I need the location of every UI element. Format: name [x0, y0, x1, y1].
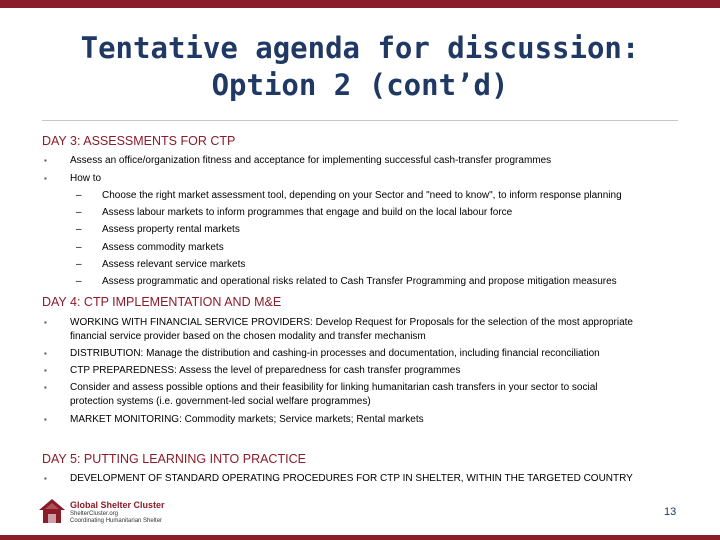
- bullet-icon: ▪: [44, 156, 47, 165]
- day4-item-4-text: Consider and assess possible options and their feasibility for linking humanitarian cash transfers in your sector to social: [70, 382, 598, 393]
- day3-heading: DAY 3: ASSESSMENTS FOR CTP: [42, 134, 236, 148]
- day4-item-1: [70, 317, 633, 329]
- dash-icon: –: [76, 242, 82, 253]
- footer-tagline: Coordinating Humanitarian Shelter: [70, 518, 163, 524]
- bullet-icon: ▪: [44, 174, 47, 183]
- top-accent-bar: [0, 0, 720, 8]
- bullet-icon: ▪: [44, 415, 47, 424]
- day3-bullet-2: How to: [70, 173, 102, 184]
- day4-item-2-text: Manage the distribution and cashing-in processes and documentation, including financial reconciliation: [143, 348, 600, 359]
- bullet-icon: ▪: [44, 318, 47, 327]
- day4-item-3-label: CTP PREPAREDNESS:: [70, 365, 177, 376]
- global-shelter-cluster-logo-icon: [38, 497, 66, 525]
- bottom-accent-bar: [0, 535, 720, 540]
- dash-icon: –: [76, 224, 82, 235]
- page-title: [0, 30, 720, 104]
- footer-org-name: Global Shelter Cluster: [70, 500, 165, 510]
- bullet-icon: ▪: [44, 366, 47, 375]
- day4-heading: DAY 4: CTP IMPLEMENTATION AND M&E: [42, 295, 282, 309]
- bullet-icon: ▪: [44, 349, 47, 358]
- dash-icon: –: [76, 190, 82, 201]
- day4-item-2-label: DISTRIBUTION:: [70, 348, 144, 359]
- day4-item-3: [70, 365, 460, 377]
- day4-item-1-label: WORKING WITH FINANCIAL SERVICE PROVIDERS:: [70, 317, 313, 328]
- day4-item-5-label: MARKET MONITORING:: [70, 414, 182, 425]
- dash-icon: –: [76, 259, 82, 270]
- day3-subitem-5: Assess relevant service markets: [102, 259, 246, 270]
- day3-subitem-2: Assess labour markets to inform programmes that engage and build on the local labour force: [102, 207, 513, 218]
- day3-bullet-1: Assess an office/organization fitness and acceptance for implementing successful cash-transfer programmes: [70, 155, 552, 166]
- dash-icon: –: [76, 276, 82, 287]
- day4-item-1-continued: financial service provider based on the chosen modality and transfer mechanism: [70, 331, 426, 342]
- dash-icon: –: [76, 207, 82, 218]
- day4-item-4: [70, 382, 598, 394]
- day4-item-4-continued: protection systems (i.e. government-led social welfare programmes): [70, 396, 371, 407]
- title-divider: [42, 120, 678, 121]
- footer-url: ShelterCluster.org: [70, 511, 119, 517]
- day4-item-5-text: Commodity markets; Service markets; Rental markets: [181, 414, 424, 425]
- day3-subitem-1: Choose the right market assessment tool, depending on your Sector and "need to know", to inform response planning: [102, 190, 622, 201]
- day4-item-3-text: Assess the level of preparedness for cash transfer programmes: [176, 365, 461, 376]
- bullet-icon: ▪: [44, 383, 47, 392]
- day4-item-5: [70, 414, 424, 426]
- day3-subitem-3: Assess property rental markets: [102, 224, 240, 235]
- day3-subitem-6: Assess programmatic and operational risks related to Cash Transfer Programming and propose mitigation measures: [102, 276, 617, 287]
- day5-heading: DAY 5: PUTTING LEARNING INTO PRACTICE: [42, 452, 306, 466]
- day4-item-2: [70, 348, 600, 360]
- page-number: 13: [664, 506, 677, 518]
- page-title-line-1: Tentative agenda for discussion:: [80, 31, 640, 65]
- day3-subitem-4: Assess commodity markets: [102, 242, 224, 253]
- page-title-line-2: Option 2 (cont’d): [211, 68, 509, 102]
- day5-item-1: DEVELOPMENT OF STANDARD OPERATING PROCEDURES FOR CTP IN SHELTER, WITHIN THE TARGETED COUNTRY: [70, 473, 633, 484]
- day4-item-1-text: Develop Request for Proposals for the selection of the most appropriate: [312, 317, 633, 328]
- bullet-icon: ▪: [44, 474, 47, 483]
